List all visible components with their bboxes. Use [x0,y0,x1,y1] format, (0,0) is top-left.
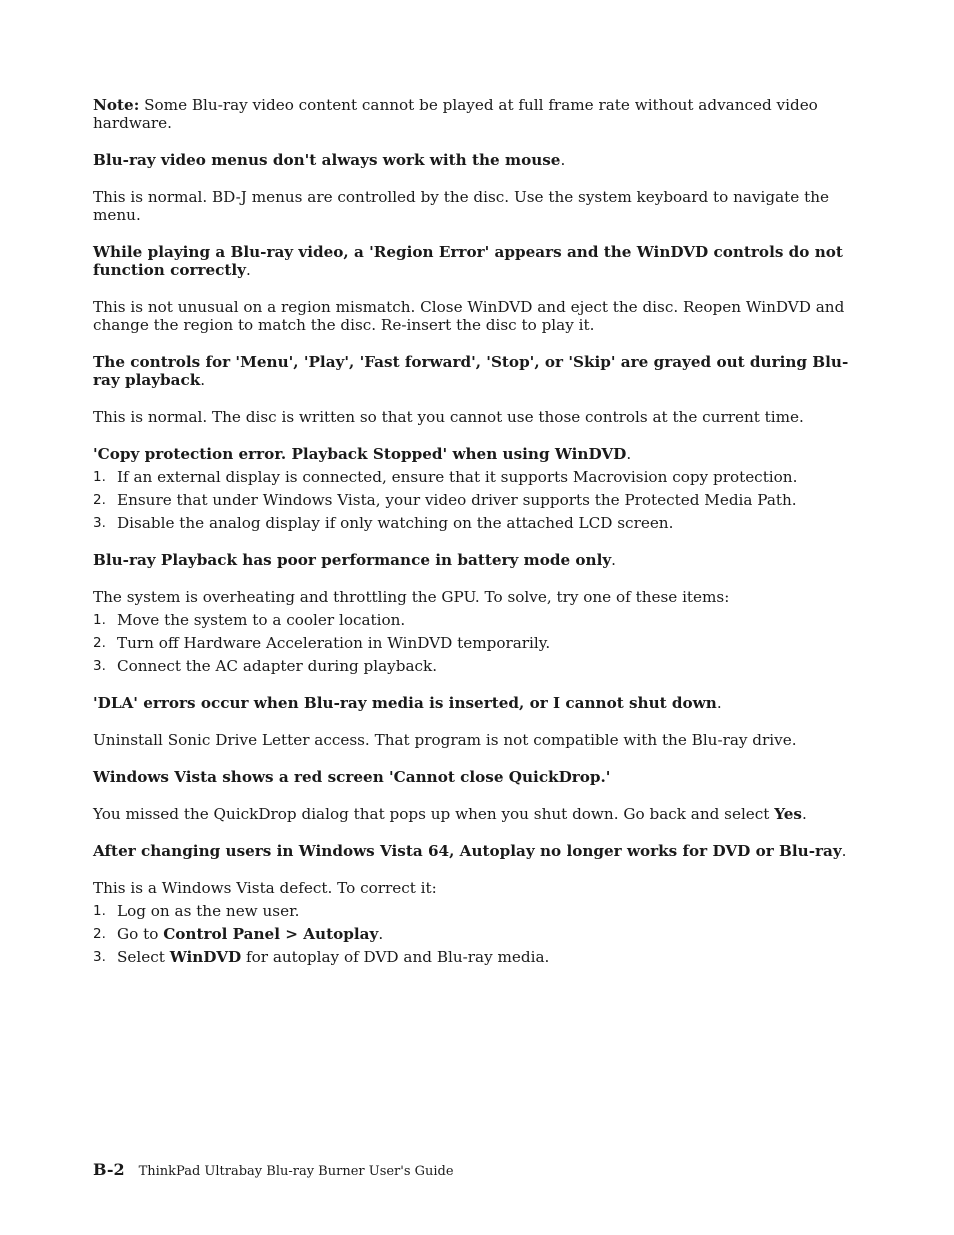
list-item: 1. Log on as the new user. [93,902,300,920]
list-item: 3. Disable the analog display if only watching on the attached LCD screen. [93,514,674,532]
document-body [93,96,853,985]
question-text: After changing users in Windows Vista 64, Autoplay no longer works for DVD or Blu-ray [93,842,842,860]
question-heading [93,768,853,786]
question-heading: While playing a Blu-ray video, a 'Region Error' appears and the WinDVD controls do not function correctly. [93,243,843,279]
question-text: Blu-ray video menus don't always work with the mouse [93,151,561,169]
question-heading: After changing users in Windows Vista 64, Autoplay no longer works for DVD or Blu-ray. [93,842,847,860]
footer-title: ThinkPad Ultrabay Blu-ray Burner User's Guide [138,1164,454,1179]
question-text: The controls for 'Menu', 'Play', 'Fast forward', 'Stop', or 'Skip' are grayed out during Blu-ray playback [93,353,849,389]
answer-paragraph: This is normal. The disc is written so that you cannot use those controls at the current time. [93,408,804,426]
list-item: 1. Move the system to a cooler location. [93,611,406,629]
question-heading: Blu-ray video menus don't always work with the mouse. [93,151,566,169]
answer-paragraph: This is a Windows Vista defect. To correct it: [93,879,437,897]
list-item: 3. Connect the AC adapter during playback. [93,657,438,675]
answer-paragraph: The system is overheating and throttling the GPU. To solve, try one of these items: [93,588,730,606]
answer-paragraph: Uninstall Sonic Drive Letter access. That program is not compatible with the Blu-ray drive. [93,731,797,749]
note-paragraph [93,96,853,132]
question-text: Windows Vista shows a red screen 'Cannot close QuickDrop.' [93,768,611,786]
page-footer [93,1161,454,1181]
list-item: 3. Select WinDVD for autoplay of DVD and Blu-ray media. [93,948,550,966]
note-label: Note: [93,96,140,114]
page-number: B-2 [93,1160,125,1179]
steps-list [93,902,853,966]
answer-paragraph: You missed the QuickDrop dialog that pops up when you shut down. Go back and select Yes. [93,805,807,823]
question-heading: 'Copy protection error. Playback Stopped' when using WinDVD. [93,445,632,463]
question-heading: The controls for 'Menu', 'Play', 'Fast forward', 'Stop', or 'Skip' are grayed out during Blu-ray playback. [93,353,849,389]
answer-paragraph: This is normal. BD-J menus are controlled by the disc. Use the system keyboard to navigate the menu. [93,188,829,224]
question-text: Blu-ray Playback has poor performance in battery mode only [93,551,612,569]
question-heading: Blu-ray Playback has poor performance in battery mode only. [93,551,616,569]
steps-list [93,611,853,675]
answer-paragraph: This is not unusual on a region mismatch. Close WinDVD and eject the disc. Reopen WinDVD and change the region to match the disc. Re-insert the disc to play it. [93,298,845,334]
question-text: 'DLA' errors occur when Blu-ray media is inserted, or I cannot shut down [93,694,717,712]
steps-list [93,468,853,532]
question-text: While playing a Blu-ray video, a 'Region Error' appears and the WinDVD controls do not function correctly [93,243,843,279]
note-text: Some Blu-ray video content cannot be played at full frame rate without advanced video hardware. [93,96,818,132]
list-item: 2. Go to Control Panel > Autoplay. [93,925,384,943]
question-heading: 'DLA' errors occur when Blu-ray media is inserted, or I cannot shut down. [93,694,722,712]
question-text: 'Copy protection error. Playback Stopped' when using WinDVD [93,445,627,463]
list-item: 2. Ensure that under Windows Vista, your video driver supports the Protected Media Path. [93,491,797,509]
list-item: 1. If an external display is connected, ensure that it supports Macrovision copy protection. [93,468,798,486]
list-item: 2. Turn off Hardware Acceleration in WinDVD temporarily. [93,634,551,652]
